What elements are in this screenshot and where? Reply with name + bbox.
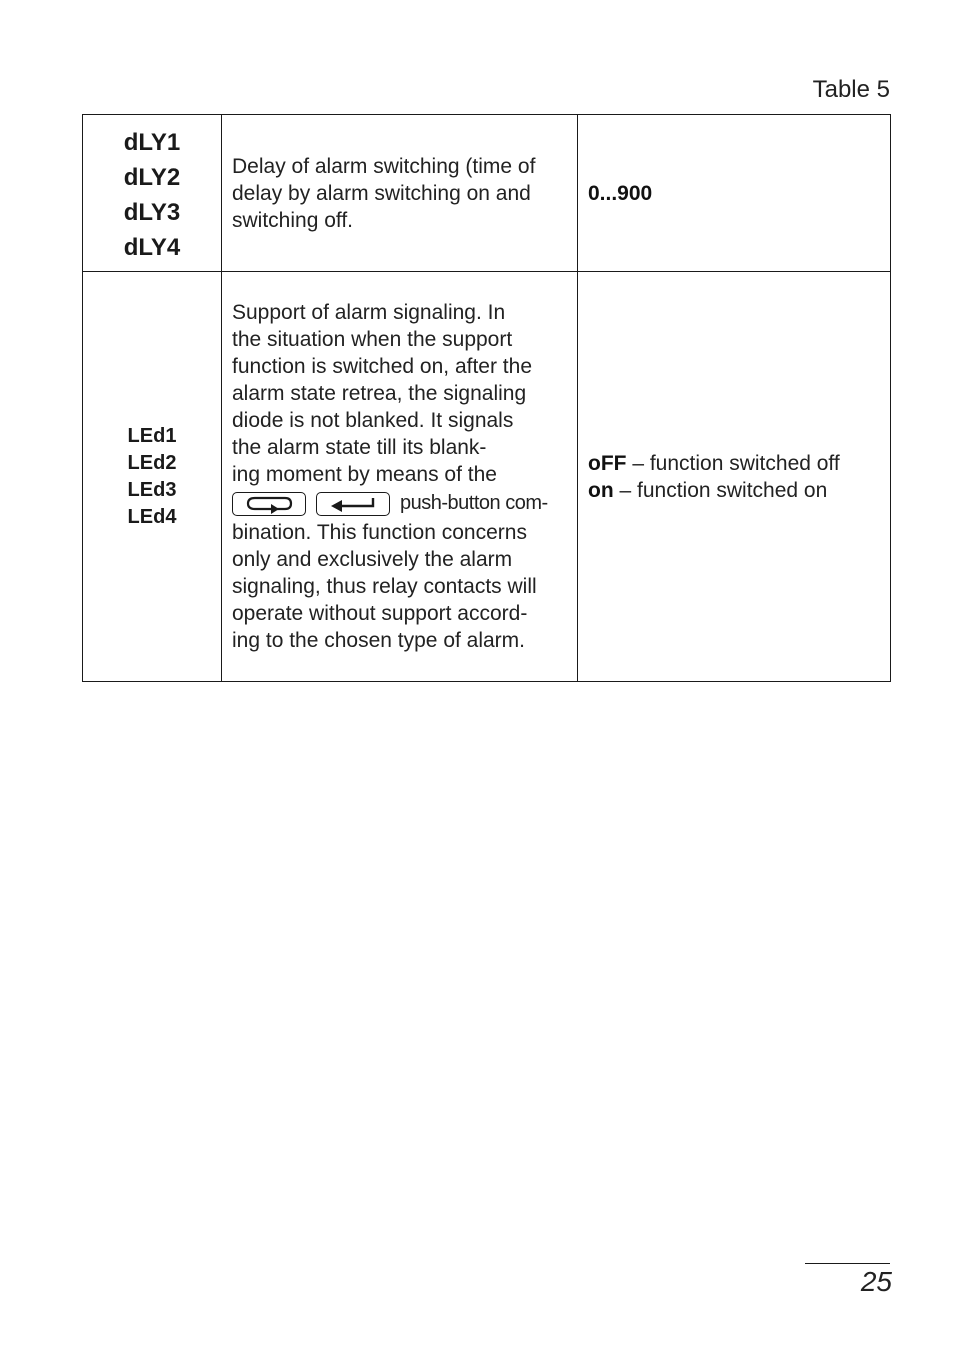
value-option	[588, 477, 880, 504]
parameter-description	[223, 299, 576, 654]
description-line: alarm state retrea, the signaling	[232, 382, 527, 405]
parameter-code: dLY3	[123, 199, 181, 226]
value-option-key: on	[588, 478, 614, 502]
description-line: the situation when the support	[232, 328, 513, 351]
parameter-code: dLY2	[123, 164, 181, 191]
enter-key-icon	[316, 492, 390, 516]
parameter-code: LEd4	[127, 505, 177, 528]
description-line: function is switched on, after the	[232, 355, 532, 378]
description-line: ing moment by means of the	[232, 463, 497, 486]
table-caption: Table 5	[812, 76, 890, 103]
parameter-code: LEd1	[127, 424, 177, 447]
value-option	[588, 450, 880, 477]
value-cell	[578, 115, 891, 272]
button-combination-line	[232, 488, 568, 519]
description-cell	[222, 115, 578, 272]
description-line: bination. This function concerns	[232, 521, 527, 544]
description-line: operate without support accord-	[232, 602, 528, 625]
description-line: the alarm state till its blank-	[232, 436, 487, 459]
page-number: 25	[860, 1266, 892, 1297]
parameter-description: Delay of alarm switching (time of delay by alarm switching on and switching off.	[232, 154, 536, 232]
parameter-code: LEd2	[127, 451, 177, 474]
description-cell	[222, 272, 578, 682]
parameter-table	[82, 114, 891, 682]
parameter-codes-cell	[83, 272, 222, 682]
parameter-codes-cell	[83, 115, 222, 272]
value-cell	[578, 272, 891, 682]
value-option-text: – function switched off	[626, 451, 840, 475]
description-line: Support of alarm signaling. In	[232, 301, 506, 324]
footer-rule	[805, 1263, 890, 1264]
description-line: diode is not blanked. It signals	[232, 409, 514, 432]
cycle-arrow-key-icon	[232, 492, 306, 516]
value-option-key: oFF	[588, 451, 627, 475]
button-suffix-text: push-button com-	[400, 492, 548, 514]
description-line: ing to the chosen type of alarm.	[232, 629, 526, 652]
parameter-code: LEd3	[127, 478, 177, 501]
value-option-text: – function switched on	[613, 478, 828, 502]
table-row	[83, 272, 891, 682]
parameter-code: dLY4	[123, 234, 181, 261]
description-line: signaling, thus relay contacts will	[232, 575, 537, 598]
value-range: 0...900	[588, 181, 653, 205]
table-row	[83, 115, 891, 272]
description-line: only and exclusively the alarm	[232, 548, 513, 571]
parameter-code: dLY1	[123, 129, 181, 156]
